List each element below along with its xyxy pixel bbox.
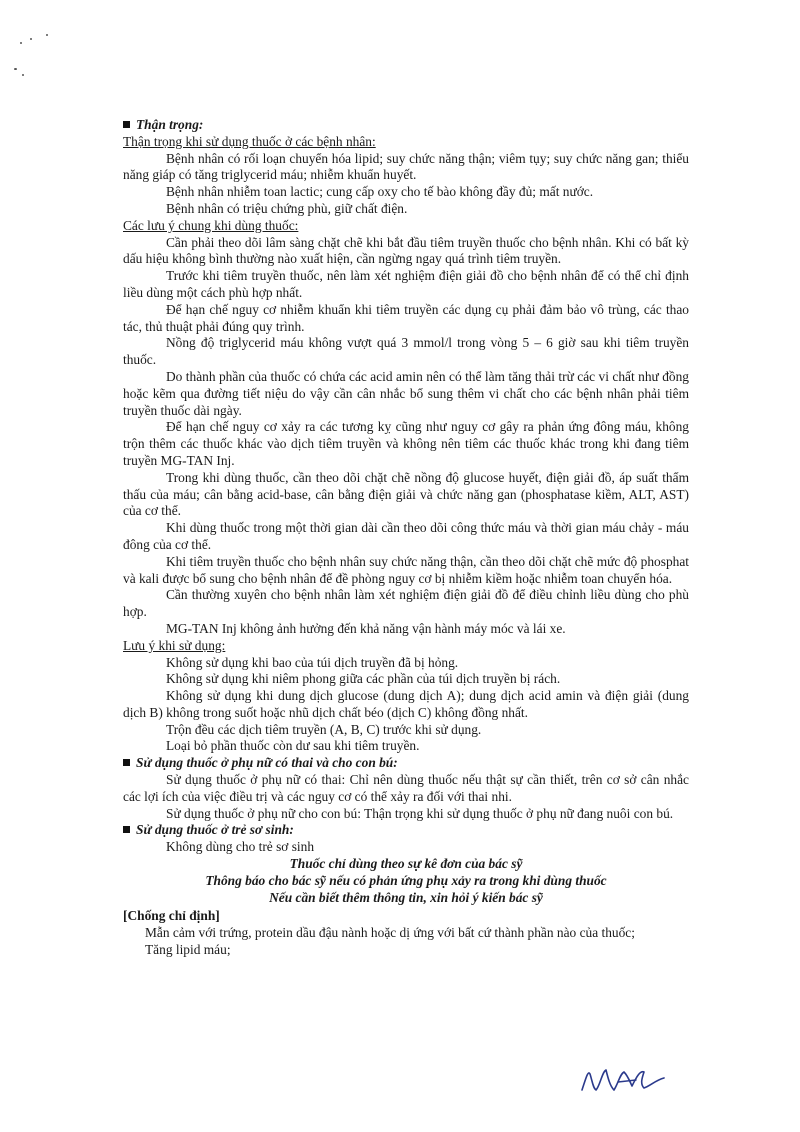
caution-usage-item: Không sử dụng khi niêm phong giữa các phần của túi dịch truyền bị rách. — [166, 671, 561, 687]
prescription-notice: Thuốc chỉ dùng theo sự kê đơn của bác sỹ — [289, 856, 523, 872]
caution-general-item: Cần thường xuyên cho bệnh nhân làm xét nghiệm điện giải đồ để điều chỉnh liều dùng cho phù hợp. — [123, 587, 689, 620]
pregnancy-heading: Sử dụng thuốc ở phụ nữ có thai và cho con bú: — [123, 755, 689, 772]
caution-usage-subheading: Lưu ý khi sử dụng: — [123, 637, 226, 653]
speck — [20, 42, 22, 44]
caution-general-item: Khi dùng thuốc trong một thời gian dài cần theo dõi công thức máu và thời gian máu chảy - máu đông của cơ thể. — [123, 520, 689, 552]
caution-usage-item: Không sử dụng khi bao của túi dịch truyền đã bị hỏng. — [166, 654, 459, 670]
contraindication-item: Tăng lipid máu; — [145, 942, 231, 958]
speck — [30, 38, 32, 40]
speck — [46, 34, 48, 36]
caution-patient-item: Bệnh nhân nhiễm toan lactic; cung cấp oxy cho tế bào không đầy đủ; mất nước. — [166, 184, 594, 200]
caution-patients-subheading: Thận trọng khi sử dụng thuốc ở các bệnh nhân: — [123, 133, 376, 149]
caution-patient-item: Bệnh nhân có triệu chứng phù, giữ chất điện. — [166, 200, 408, 216]
caution-general-item: Trong khi dùng thuốc, cần theo dõi chặt chẽ nồng độ glucose huyết, điện giải đồ, áp suất thẩm thấu của máu; cân bằng acid-base, cân bằng điện giải và chức năng gan (phosphatase kiềm, ALT, AST) của cơ thể. — [123, 469, 689, 519]
speck — [14, 68, 17, 70]
caution-patient-item: Bệnh nhân có rối loạn chuyển hóa lipid; suy chức năng thận; viêm tụy; suy chức năng gan; thiểu năng giáp có tăng triglycerid máu; nhiễm khuẩn huyết. — [123, 150, 689, 183]
side-effect-notice: Thông báo cho bác sỹ nếu có phản ứng phụ xảy ra trong khi dùng thuốc — [205, 872, 607, 888]
caution-general-item: Để hạn chế nguy cơ nhiễm khuẩn khi tiêm truyền các dụng cụ phải đảm bảo vô trùng, các thao tác, thủ thuật phải đúng quy trình. — [123, 301, 689, 334]
caution-general-item: Để hạn chế nguy cơ xảy ra các tương kỵ cũng như nguy cơ gây ra phản ứng đông máu, không trộn thêm các thuốc khác vào dịch tiêm truyền và không nên tiêm các thuốc khác trong khi đang tiêm truyền MG-TAN Inj. — [123, 419, 689, 468]
square-bullet-icon — [123, 759, 130, 766]
caution-general-item: Trước khi tiêm truyền thuốc, nên làm xét nghiệm điện giải đồ cho bệnh nhân để có thể chỉ định liều dùng một cách phù hợp nhất. — [123, 268, 689, 300]
contraindication-heading: [Chống chỉ định] — [123, 908, 220, 924]
caution-heading: Thận trọng: — [123, 117, 689, 134]
caution-general-item: Khi tiêm truyền thuốc cho bệnh nhân suy chức năng thận, cần theo dõi chặt chẽ mức độ phosphat và kali được bổ sung cho bệnh nhân để đề phòng nguy cơ bị nhiễm kiềm hoặc nhiễm toan chuyển hóa. — [123, 553, 689, 586]
caution-usage-item: Loại bỏ phần thuốc còn dư sau khi tiêm truyền. — [166, 738, 420, 754]
square-bullet-icon — [123, 121, 130, 128]
square-bullet-icon — [123, 826, 130, 833]
pregnancy-item: Sử dụng thuốc ở phụ nữ cho con bú: Thận trọng khi sử dụng thuốc ở phụ nữ đang nuôi con bú. — [166, 805, 674, 821]
caution-usage-item: Trộn đều các dịch tiêm truyền (A, B, C) trước khi sử dụng. — [166, 721, 482, 737]
document-body — [123, 117, 689, 959]
info-notice: Nếu cần biết thêm thông tin, xin hỏi ý kiến bác sỹ — [269, 889, 543, 905]
caution-general-item: Nồng độ triglycerid máu không vượt quá 3 mmol/l trong vòng 5 – 6 giờ sau khi tiêm truyền thuốc. — [123, 335, 689, 368]
scan-specks — [10, 30, 70, 100]
contraindication-item: Mẫn cảm với trứng, protein dầu đậu nành hoặc dị ứng với bất cứ thành phần nào của thuốc; — [145, 925, 635, 941]
caution-general-subheading: Các lưu ý chung khi dùng thuốc: — [123, 217, 299, 233]
pregnancy-item: Sử dụng thuốc ở phụ nữ có thai: Chỉ nên dùng thuốc nếu thật sự cần thiết, trên cơ sở cân nhắc các lợi ích của việc điều trị và các nguy cơ có thể xảy ra đối với thai nhi. — [123, 772, 689, 804]
newborn-heading: Sử dụng thuốc ở trẻ sơ sinh: — [123, 822, 689, 839]
handwritten-signature — [578, 1060, 668, 1100]
newborn-text: Không dùng cho trẻ sơ sinh — [166, 839, 315, 855]
caution-general-item: Cần phải theo dõi lâm sàng chặt chẽ khi bắt đầu tiêm truyền thuốc cho bệnh nhân. Khi có bất kỳ dấu hiệu không bình thường nào xuất hiện, cần ngừng ngay quá trình tiêm truyền. — [123, 234, 689, 267]
caution-general-item: Do thành phần của thuốc có chứa các acid amin nên có thể làm tăng thải trừ các vi chất như đồng hoặc kẽm qua đường tiết niệu do vậy cần cân nhắc bổ sung thêm vi chất cho các bệnh nhân phải tiêm truyền thuốc dài ngày. — [123, 368, 689, 418]
caution-general-item: MG-TAN Inj không ảnh hưởng đến khả năng vận hành máy móc và lái xe. — [166, 620, 566, 636]
caution-usage-item: Không sử dụng khi dung dịch glucose (dung dịch A); dung dịch acid amin và điện giải (dung dịch B) không trong suốt hoặc nhũ dịch chất béo (dịch C) không đồng nhất. — [123, 688, 689, 720]
speck — [22, 74, 24, 76]
